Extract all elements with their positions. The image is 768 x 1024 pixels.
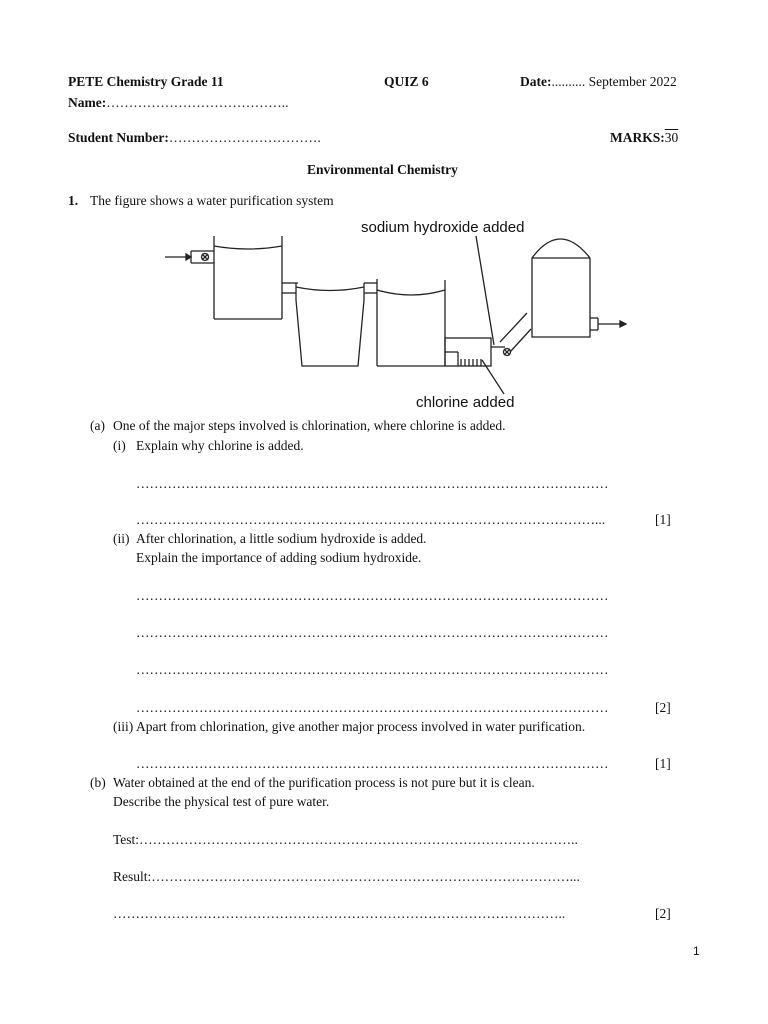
part-a-iii-label: (iii)	[113, 719, 134, 734]
tank2-body	[296, 283, 364, 366]
part-b-text1: Water obtained at the end of the purification process is not pure but it is clean.	[113, 775, 535, 790]
answer-line-b-final[interactable]: ………………………………………………………………………………………..	[113, 906, 566, 921]
water-purification-diagram	[0, 0, 768, 430]
marks-label: MARKS:	[610, 130, 665, 145]
part-a-i-label: (i)	[113, 438, 126, 453]
part-a-ii-text1: After chlorination, a little sodium hydroxide is added.	[136, 531, 427, 546]
part-a-stem: One of the major steps involved is chlorination, where chlorine is added.	[113, 418, 506, 433]
part-b-label: (b)	[90, 775, 106, 790]
answer-line-test[interactable]: ……………………………………………………………………………………..	[139, 832, 578, 847]
part-b-text2: Describe the physical test of pure water.	[113, 794, 330, 809]
test-field	[113, 832, 578, 848]
date-value: .......... September 2022	[551, 74, 677, 89]
answer-line-a-ii-1[interactable]: ……………………………………………………………………………………………	[136, 588, 609, 603]
part-a-ii-label: (ii)	[113, 531, 130, 546]
answer-line-a-iii[interactable]: ……………………………………………………………………………………………	[136, 756, 609, 771]
question-number: 1.	[68, 193, 79, 208]
part-a-iii-text: Apart from chlorination, give another major process involved in water purification.	[136, 719, 586, 734]
name-label: Name:	[68, 95, 107, 110]
student-number-blank: …………………………….	[168, 130, 321, 145]
tank1-water-surface	[214, 246, 282, 249]
result-label: Result:	[113, 869, 152, 884]
answer-line-a-ii-2[interactable]: ……………………………………………………………………………………………	[136, 625, 609, 640]
marks-a-iii: [1]	[655, 756, 671, 771]
answer-line-a-i-2[interactable]: …………………………………………………………………………………………...	[136, 512, 606, 527]
part-a-label: (a)	[90, 418, 105, 433]
quiz-title: QUIZ 6	[384, 74, 429, 89]
answer-line-a-i-1[interactable]: ……………………………………………………………………………………………	[136, 476, 609, 491]
inlet-arrowhead	[186, 254, 191, 260]
course-title: PETE Chemistry Grade 11	[68, 74, 224, 89]
name-blank: …………………………………..	[106, 95, 289, 110]
marks-b: [2]	[655, 906, 671, 921]
figure-label-sodium-hydroxide: sodium hydroxide added	[361, 219, 525, 236]
storage-tank	[532, 239, 590, 337]
chlorine-pointer	[482, 360, 504, 394]
figure-label-chlorine: chlorine added	[416, 394, 515, 411]
part-a-i-text: Explain why chlorine is added.	[136, 438, 304, 453]
answer-line-a-ii-3[interactable]: ……………………………………………………………………………………………	[136, 662, 609, 677]
date-label: Date:	[520, 74, 552, 89]
test-label: Test:	[113, 832, 140, 847]
answer-line-result[interactable]: …………………………………………………………………………………...	[151, 869, 580, 884]
tank3-water-surface	[377, 290, 445, 295]
marks-a-ii: [2]	[655, 700, 671, 715]
part-a-ii-text2: Explain the importance of adding sodium hydroxide.	[136, 550, 422, 565]
section-title: Environmental Chemistry	[307, 162, 458, 177]
result-field	[113, 869, 580, 885]
marks-value: 30	[664, 130, 679, 145]
question-intro: The figure shows a water purification system	[90, 193, 334, 208]
sodium-hydroxide-pointer	[476, 236, 494, 345]
outlet-arrowhead	[620, 321, 626, 327]
student-number-label: Student Number:	[68, 130, 169, 145]
answer-line-a-ii-4[interactable]: ……………………………………………………………………………………………	[136, 700, 609, 715]
tank2-water-surface	[296, 287, 364, 291]
marks-a-i: [1]	[655, 512, 671, 527]
page-number: 1	[693, 944, 700, 958]
